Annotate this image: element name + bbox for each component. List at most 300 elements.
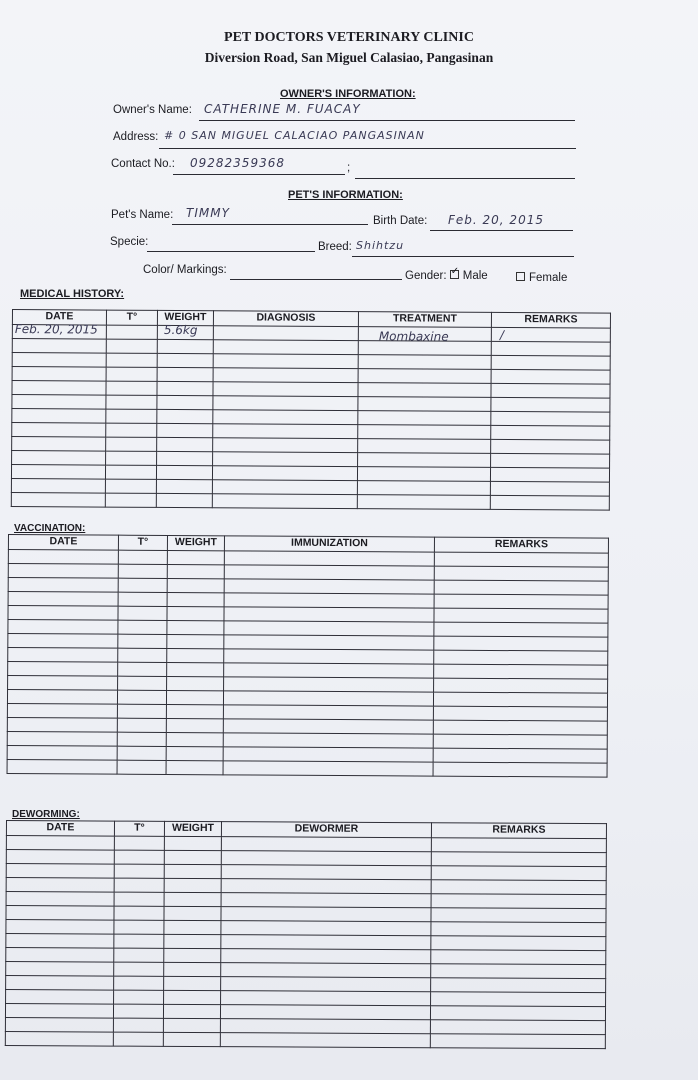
male-label: Male (462, 270, 488, 282)
table-cell[interactable] (105, 479, 156, 493)
table-cell[interactable] (358, 411, 491, 426)
table-cell[interactable] (221, 935, 431, 950)
table-cell[interactable] (223, 719, 433, 734)
table-cell[interactable] (118, 620, 167, 634)
table-cell[interactable] (114, 948, 164, 962)
table-cell[interactable] (224, 565, 434, 580)
table-cell[interactable] (491, 327, 610, 342)
pet-section-title: PET'S INFORMATION: (288, 189, 403, 201)
table-cell[interactable] (164, 850, 221, 864)
table-cell[interactable] (113, 1032, 163, 1046)
table-cell[interactable] (106, 395, 157, 409)
clinic-name: PET DOCTORS VETERINARY CLINIC (224, 30, 474, 45)
medical-header-weight: WEIGHT (157, 310, 213, 325)
vaccination-table (7, 534, 609, 778)
table-cell[interactable] (434, 552, 608, 567)
table-cell[interactable] (213, 382, 358, 397)
table-cell[interactable] (105, 465, 156, 479)
table-cell[interactable] (167, 550, 224, 564)
table-cell[interactable] (221, 837, 431, 852)
vaccination-header-remarks: REMARKS (434, 537, 608, 553)
birth-date-line (430, 230, 573, 231)
vaccination-body (7, 550, 608, 778)
table-cell[interactable] (358, 327, 491, 342)
table-cell[interactable] (157, 437, 213, 451)
table-cell[interactable] (6, 850, 114, 865)
address-line (159, 148, 576, 149)
table-cell[interactable] (433, 692, 607, 707)
table-cell[interactable] (224, 551, 434, 566)
table-cell[interactable] (8, 648, 118, 663)
table-cell[interactable] (434, 594, 608, 609)
table-cell[interactable] (12, 451, 106, 466)
table-cell[interactable] (213, 410, 358, 425)
table-cell[interactable] (6, 906, 114, 921)
table-cell[interactable] (224, 593, 434, 608)
table-cell[interactable] (118, 606, 167, 620)
table-cell[interactable] (224, 677, 434, 692)
table-cell[interactable] (7, 717, 117, 732)
table-cell[interactable] (434, 622, 608, 637)
table-cell[interactable] (164, 920, 221, 934)
table-cell[interactable] (221, 921, 431, 936)
table-cell[interactable] (8, 592, 118, 607)
table-cell[interactable] (433, 706, 607, 721)
table-cell[interactable] (221, 851, 431, 866)
color-markings-label: Color/ Markings: (143, 264, 227, 276)
table-cell[interactable] (431, 992, 606, 1007)
table-cell[interactable] (164, 976, 221, 990)
table-cell[interactable] (114, 962, 164, 976)
table-cell[interactable] (106, 437, 157, 451)
table-cell[interactable] (213, 396, 358, 411)
table-cell[interactable] (224, 607, 434, 622)
table-cell[interactable] (118, 662, 167, 676)
male-check-mark-icon: ✓ (450, 266, 460, 277)
table-cell[interactable] (106, 353, 157, 367)
table-cell[interactable] (117, 732, 166, 746)
table-cell[interactable] (434, 650, 608, 665)
table-cell[interactable] (6, 976, 114, 991)
table-cell[interactable] (358, 453, 491, 468)
vaccination-header-temp: T° (118, 535, 167, 550)
table-cell[interactable] (433, 762, 607, 777)
table-cell[interactable] (106, 409, 157, 423)
table-cell[interactable] (117, 718, 166, 732)
table-cell[interactable] (213, 326, 358, 341)
table-cell[interactable] (164, 934, 221, 948)
medical-entry-treatment: Mombaxine (378, 329, 449, 344)
table-cell[interactable] (430, 1006, 605, 1021)
table-cell[interactable] (431, 978, 606, 993)
female-option (516, 272, 567, 284)
table-cell[interactable] (6, 920, 114, 935)
table-cell[interactable] (6, 948, 114, 963)
table-cell[interactable] (167, 592, 224, 606)
table-cell[interactable] (114, 934, 164, 948)
table-cell[interactable] (156, 493, 212, 507)
table-cell[interactable] (491, 383, 610, 398)
vaccination-header-date: DATE (8, 535, 118, 551)
table-cell[interactable] (431, 922, 606, 937)
table-cell[interactable] (6, 892, 114, 907)
table-cell[interactable] (157, 367, 213, 381)
gender-text: Gender: (405, 270, 447, 282)
vaccination-header-weight: WEIGHT (167, 535, 224, 550)
table-cell[interactable] (167, 620, 224, 634)
table-cell[interactable] (431, 908, 606, 923)
table-cell[interactable] (157, 395, 213, 409)
table-cell[interactable] (490, 467, 609, 482)
deworming-header-temp: T° (114, 821, 164, 836)
table-cell[interactable] (213, 438, 358, 453)
pet-name-line (172, 224, 368, 225)
deworming-header-date: DATE (6, 821, 114, 837)
medical-history-title: MEDICAL HISTORY: (20, 288, 125, 300)
table-cell[interactable] (106, 339, 157, 353)
deworming-header-weight: WEIGHT (164, 821, 221, 836)
table-cell[interactable] (164, 948, 221, 962)
table-cell[interactable] (167, 578, 224, 592)
deworming-header-remarks: REMARKS (431, 823, 606, 839)
address-value: # 0 SAN MIGUEL CALACIAO PANGASINAN (164, 129, 425, 142)
table-cell[interactable] (223, 705, 433, 720)
table-cell[interactable] (12, 367, 106, 382)
table-row (5, 1031, 605, 1048)
breed-line (352, 256, 574, 257)
medical-history-table (11, 309, 611, 511)
table-cell[interactable] (113, 1018, 163, 1032)
table-cell[interactable] (8, 662, 118, 677)
table-cell[interactable] (105, 493, 156, 507)
table-cell[interactable] (491, 355, 610, 370)
table-cell[interactable] (212, 494, 357, 509)
table-cell[interactable] (118, 592, 167, 606)
table-cell[interactable] (118, 648, 167, 662)
medical-entry-remarks: / (499, 327, 504, 343)
table-cell[interactable] (213, 368, 358, 383)
table-cell[interactable] (221, 963, 431, 978)
table-cell[interactable] (430, 1034, 605, 1049)
table-cell[interactable] (433, 748, 607, 763)
table-cell[interactable] (157, 381, 213, 395)
table-cell[interactable] (118, 634, 167, 648)
medical-header-treatment: TREATMENT (358, 312, 491, 328)
table-cell[interactable] (358, 425, 491, 440)
table-cell[interactable] (156, 465, 212, 479)
clinic-address: Diversion Road, San Miguel Calasiao, Pangasinan (204, 50, 494, 65)
table-cell[interactable] (12, 409, 106, 424)
table-cell[interactable] (223, 761, 433, 776)
table-cell[interactable] (166, 690, 223, 704)
table-cell[interactable] (106, 423, 157, 437)
medical-header-temp: T° (106, 310, 157, 325)
medical-header-date: DATE (12, 310, 106, 326)
table-cell[interactable] (11, 492, 105, 507)
table-cell[interactable] (166, 718, 223, 732)
table-cell[interactable] (491, 369, 610, 384)
table-cell[interactable] (157, 451, 213, 465)
pet-name-value: TIMMY (186, 206, 230, 220)
table-cell[interactable] (164, 990, 221, 1004)
table-cell[interactable] (431, 866, 606, 881)
table-cell[interactable] (157, 322, 213, 339)
owner-name-line (199, 120, 575, 121)
table-cell[interactable] (118, 578, 167, 592)
table-cell[interactable] (117, 760, 166, 774)
table-cell[interactable] (224, 635, 434, 650)
table-cell[interactable] (114, 920, 164, 934)
table-cell[interactable] (114, 892, 164, 906)
table-cell[interactable] (164, 892, 221, 906)
table-cell[interactable] (357, 467, 490, 482)
table-cell[interactable] (434, 678, 608, 693)
table-cell[interactable] (166, 704, 223, 718)
male-checkbox[interactable] (450, 266, 460, 279)
table-cell[interactable] (167, 564, 224, 578)
table-cell[interactable] (164, 878, 221, 892)
table-cell[interactable] (12, 381, 106, 396)
color-markings-line (230, 279, 402, 280)
table-cell[interactable] (156, 479, 212, 493)
table-cell[interactable] (157, 423, 213, 437)
table-cell[interactable] (491, 453, 610, 468)
table-cell[interactable] (6, 934, 114, 949)
table-cell[interactable] (221, 991, 431, 1006)
table-cell[interactable] (220, 1033, 430, 1048)
contact-line-2 (355, 178, 575, 179)
table-cell[interactable] (8, 620, 118, 635)
table-cell[interactable] (8, 634, 118, 649)
medical-body (11, 322, 610, 511)
table-cell[interactable] (8, 606, 118, 621)
table-cell[interactable] (5, 1017, 113, 1032)
table-cell[interactable] (118, 676, 167, 690)
table-cell[interactable] (118, 564, 167, 578)
table-cell[interactable] (434, 566, 608, 581)
table-cell[interactable] (7, 745, 117, 760)
medical-header-remarks: REMARKS (491, 312, 610, 328)
table-cell[interactable] (114, 836, 164, 850)
table-cell[interactable] (6, 864, 114, 879)
table-cell[interactable] (431, 852, 606, 867)
table-cell[interactable] (213, 340, 358, 355)
table-cell[interactable] (5, 1031, 113, 1046)
table-cell[interactable] (12, 423, 106, 438)
table-cell[interactable] (490, 481, 609, 496)
table-cell[interactable] (220, 1019, 430, 1034)
table-cell[interactable] (6, 878, 114, 893)
table-cell[interactable] (106, 381, 157, 395)
table-cell[interactable] (223, 691, 433, 706)
table-cell[interactable] (114, 850, 164, 864)
table-cell[interactable] (434, 664, 608, 679)
deworming-header-dewormer: DEWORMER (221, 822, 431, 838)
table-cell[interactable] (164, 836, 221, 850)
table-cell[interactable] (157, 339, 213, 353)
contact-label: Contact No.: (111, 158, 175, 170)
table-cell[interactable] (357, 481, 490, 496)
table-cell[interactable] (223, 747, 433, 762)
table-cell[interactable] (12, 353, 106, 368)
table-cell[interactable] (117, 690, 166, 704)
vaccination-header-immunization: IMMUNIZATION (224, 536, 434, 552)
table-cell[interactable] (358, 383, 491, 398)
table-cell[interactable] (12, 395, 106, 410)
table-row (7, 759, 607, 777)
table-cell[interactable] (167, 634, 224, 648)
deworming-body (5, 836, 606, 1049)
table-cell[interactable] (358, 397, 491, 412)
table-cell[interactable] (6, 836, 114, 851)
medical-header-diagnosis: DIAGNOSIS (213, 311, 358, 327)
contact-value: 09282359368 (190, 156, 285, 170)
table-cell[interactable] (431, 936, 606, 951)
table-cell[interactable] (166, 760, 223, 774)
table-cell[interactable] (114, 878, 164, 892)
table-cell[interactable] (167, 676, 224, 690)
table-cell[interactable] (358, 369, 491, 384)
owner-name-label: Owner's Name: (113, 104, 192, 116)
deworming-title: DEWORMING: (12, 809, 80, 820)
table-cell[interactable] (221, 879, 431, 894)
table-cell[interactable] (212, 480, 357, 495)
table-row (11, 492, 609, 510)
table-cell[interactable] (490, 495, 609, 510)
table-cell[interactable] (491, 341, 610, 356)
table-cell[interactable] (430, 1020, 605, 1035)
table-cell[interactable] (106, 367, 157, 381)
table-cell[interactable] (431, 950, 606, 965)
table-cell[interactable] (433, 734, 607, 749)
table-cell[interactable] (213, 424, 358, 439)
table-cell[interactable] (431, 964, 606, 979)
table-cell[interactable] (12, 437, 106, 452)
table-cell[interactable] (224, 649, 434, 664)
table-cell[interactable] (221, 865, 431, 880)
table-cell[interactable] (12, 339, 106, 354)
table-cell[interactable] (5, 1004, 113, 1019)
table-cell[interactable] (7, 731, 117, 746)
table-cell[interactable] (213, 354, 358, 369)
table-cell[interactable] (491, 397, 610, 412)
table-cell[interactable] (166, 732, 223, 746)
table-cell[interactable] (117, 746, 166, 760)
table-cell[interactable] (8, 676, 118, 691)
female-checkbox[interactable] (516, 272, 525, 281)
table-cell[interactable] (11, 478, 105, 493)
contact-separator: ; (347, 162, 351, 174)
table-cell[interactable] (164, 864, 221, 878)
table-cell[interactable] (434, 580, 608, 595)
female-label: Female (529, 272, 568, 284)
breed-label: Breed: (318, 241, 352, 253)
table-cell[interactable] (223, 733, 433, 748)
table-cell[interactable] (164, 906, 221, 920)
table-cell[interactable] (117, 704, 166, 718)
table-cell[interactable] (434, 636, 608, 651)
table-cell[interactable] (491, 425, 610, 440)
specie-line (147, 251, 315, 252)
medical-entry-weight: 5.6kg (163, 322, 198, 338)
table-cell[interactable] (224, 621, 434, 636)
address-label: Address: (113, 131, 159, 143)
table-cell[interactable] (6, 990, 114, 1005)
table-cell[interactable] (212, 466, 357, 481)
table-cell[interactable] (434, 608, 608, 623)
table-cell[interactable] (166, 746, 223, 760)
owner-name-value: CATHERINE M. FUACAY (204, 102, 361, 116)
table-cell[interactable] (167, 662, 224, 676)
table-cell[interactable] (106, 325, 157, 339)
table-cell[interactable] (7, 690, 117, 705)
table-cell[interactable] (6, 962, 114, 977)
table-cell[interactable] (358, 355, 491, 370)
pet-name-label: Pet's Name: (111, 209, 174, 221)
table-cell[interactable] (157, 353, 213, 367)
table-cell[interactable] (106, 451, 157, 465)
table-cell[interactable] (167, 606, 224, 620)
table-cell[interactable] (431, 894, 606, 909)
table-cell[interactable] (163, 1032, 220, 1046)
vaccination-title: VACCINATION: (14, 523, 86, 534)
table-cell[interactable] (167, 648, 224, 662)
table-cell[interactable] (213, 452, 358, 467)
gender-label (405, 266, 488, 282)
table-cell[interactable] (163, 1018, 220, 1032)
table-cell[interactable] (7, 759, 117, 774)
table-cell[interactable] (114, 976, 164, 990)
table-cell[interactable] (433, 720, 607, 735)
specie-label: Specie: (110, 236, 149, 248)
table-cell[interactable] (8, 564, 118, 579)
table-cell[interactable] (431, 880, 606, 895)
owner-section-title: OWNER'S INFORMATION: (280, 88, 416, 100)
table-cell[interactable] (358, 439, 491, 454)
birth-date-value: Feb. 20, 2015 (448, 213, 544, 227)
table-cell[interactable] (114, 906, 164, 920)
table-cell[interactable] (7, 703, 117, 718)
breed-value: Shihtzu (356, 239, 405, 252)
table-cell[interactable] (431, 838, 606, 853)
table-cell[interactable] (491, 439, 610, 454)
medical-entry-date: Feb. 20, 2015 (14, 322, 98, 337)
table-cell[interactable] (221, 907, 431, 922)
table-cell[interactable] (118, 550, 167, 564)
table-cell[interactable] (357, 495, 490, 510)
table-cell[interactable] (224, 663, 434, 678)
table-cell[interactable] (221, 893, 431, 908)
table-cell[interactable] (221, 949, 431, 964)
table-cell[interactable] (163, 1004, 220, 1018)
table-cell[interactable] (157, 409, 213, 423)
table-cell[interactable] (11, 465, 105, 480)
table-cell[interactable] (224, 579, 434, 594)
contact-line-1 (173, 174, 345, 175)
table-cell[interactable] (12, 322, 106, 340)
table-cell[interactable] (220, 1005, 430, 1020)
table-cell[interactable] (164, 962, 221, 976)
table-cell[interactable] (114, 990, 164, 1004)
table-cell[interactable] (114, 864, 164, 878)
table-cell[interactable] (8, 578, 118, 593)
table-cell[interactable] (491, 411, 610, 426)
table-cell[interactable] (113, 1004, 163, 1018)
table-cell[interactable] (221, 977, 431, 992)
table-cell[interactable] (8, 550, 118, 565)
birth-date-label: Birth Date: (373, 215, 428, 227)
deworming-table (5, 820, 607, 1049)
